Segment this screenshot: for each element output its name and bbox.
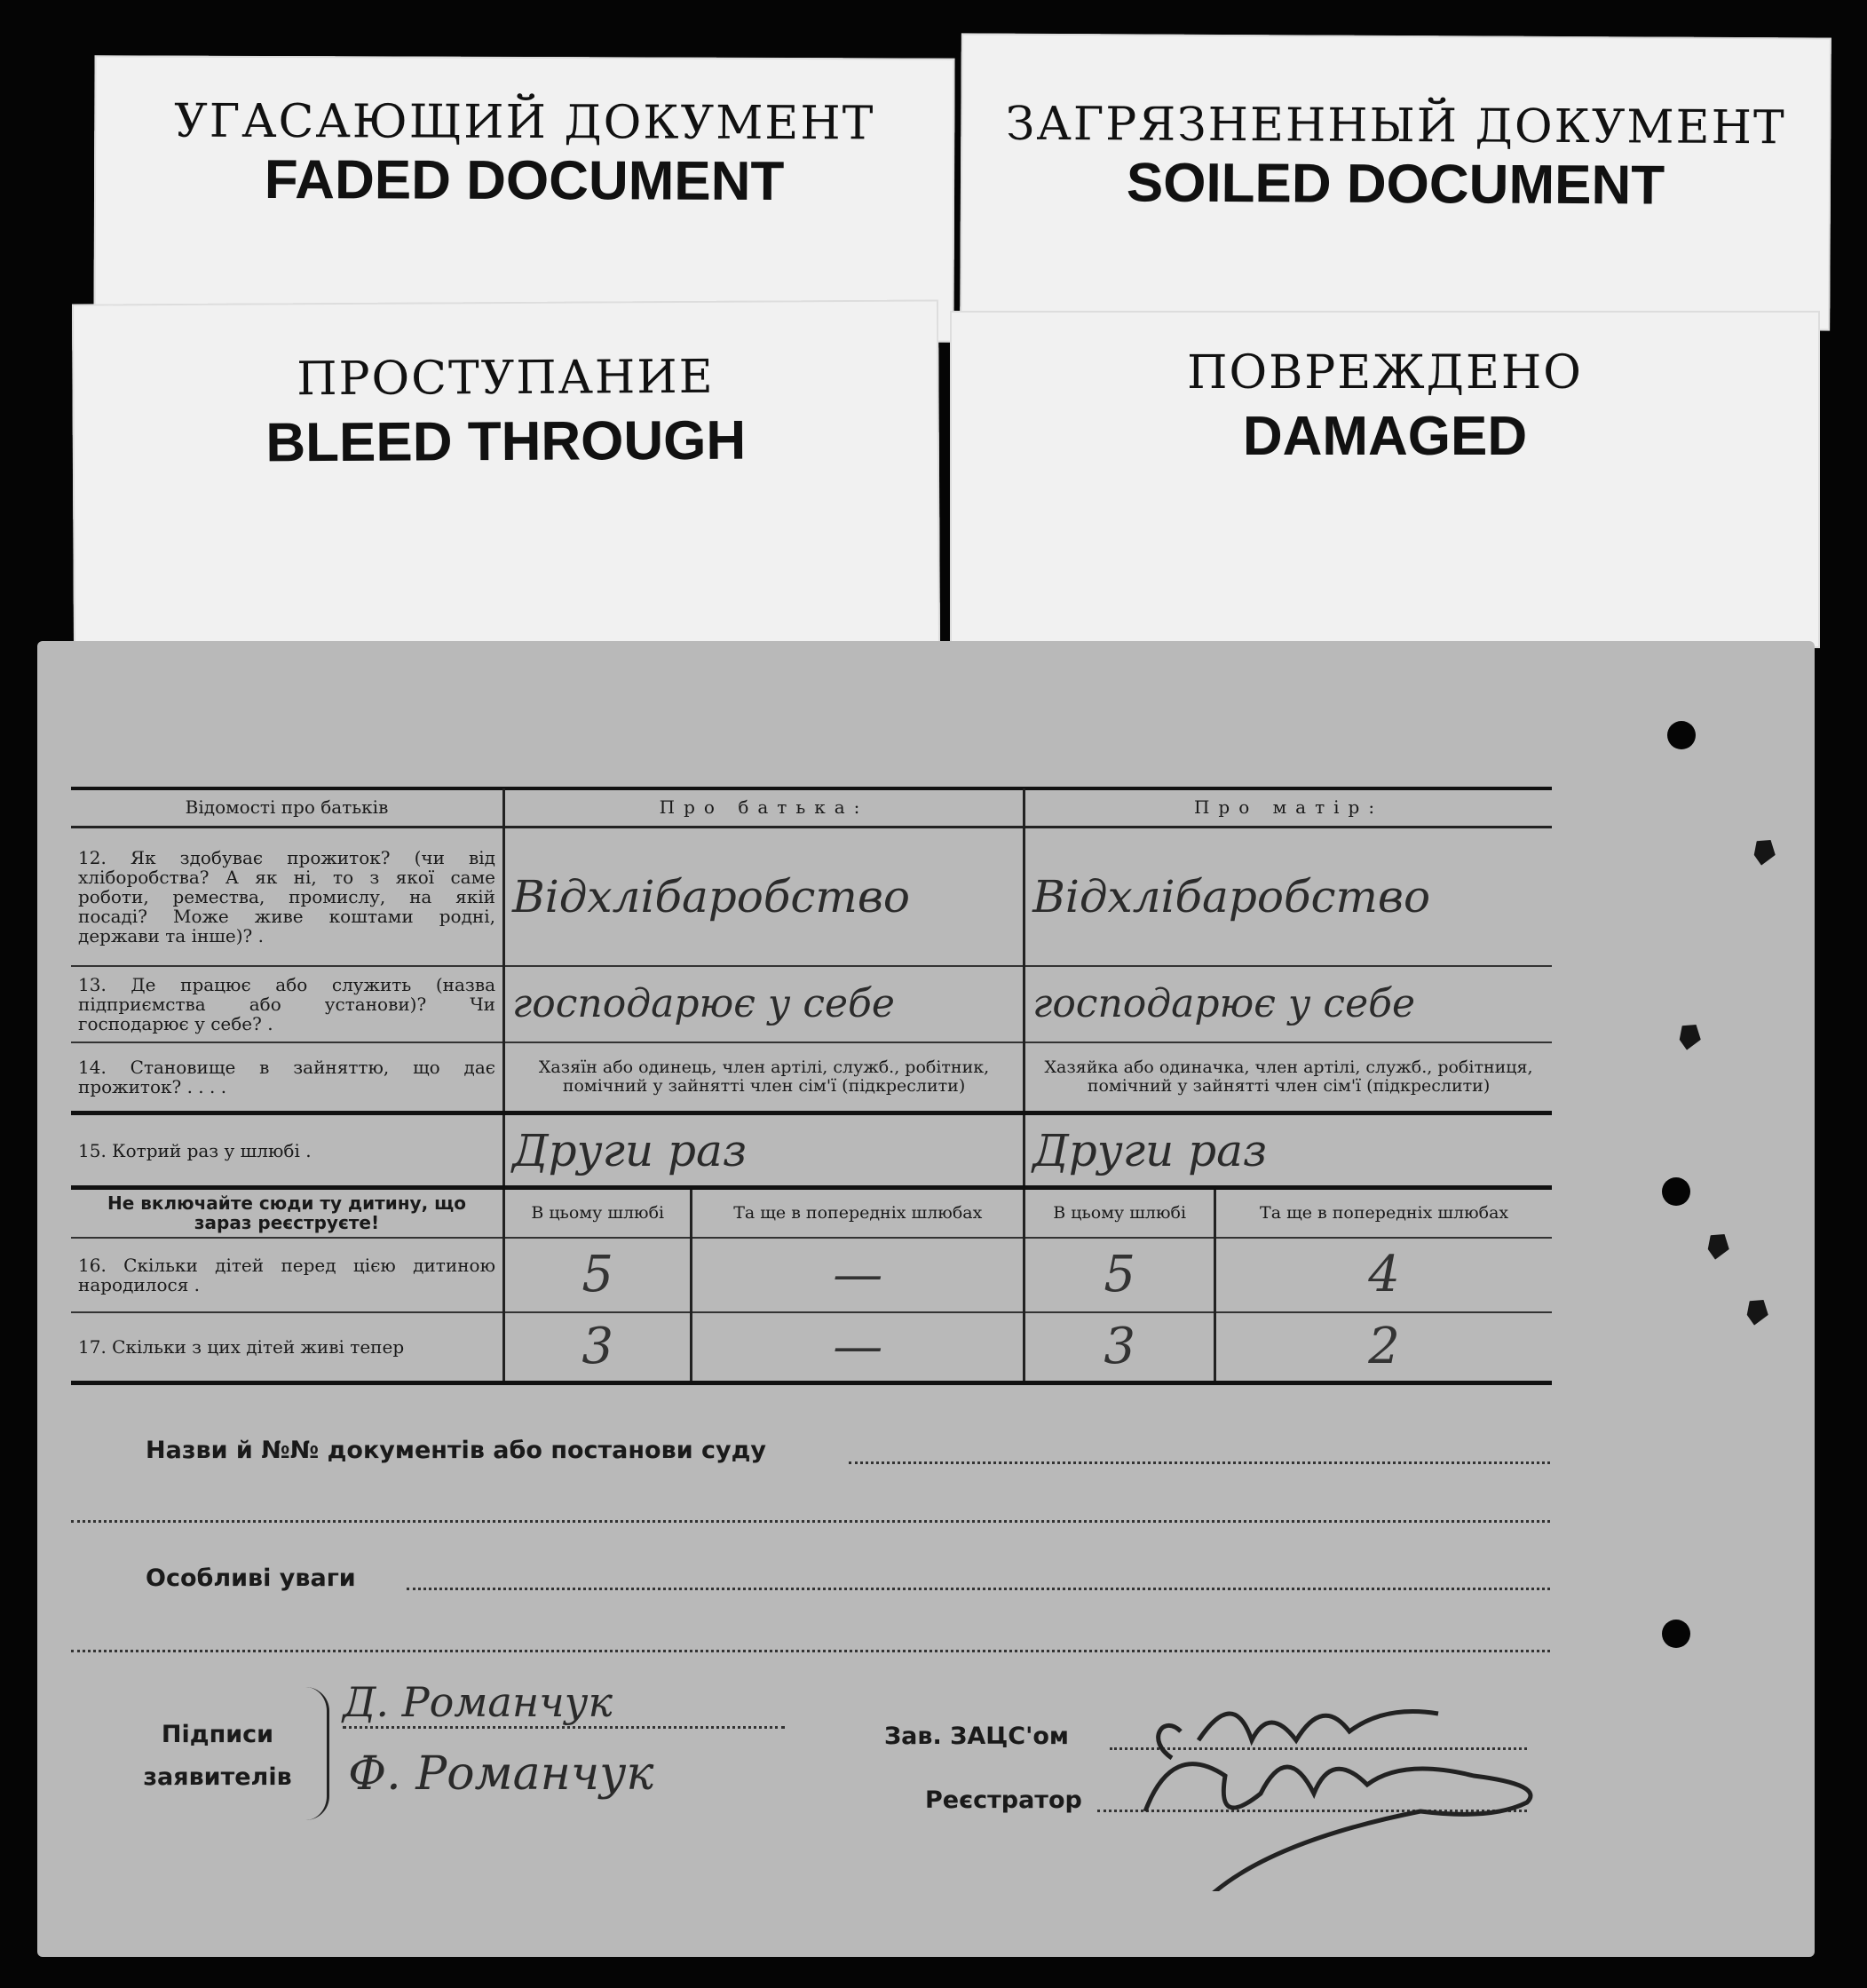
father-prev-marriage-header: Та ще в попередніх шлюбах [692,1188,1024,1238]
table-row [71,1188,1552,1238]
damage-mark [1673,1019,1706,1054]
card-english-label: DAMAGED [1242,406,1528,467]
mother-answer: Відхлібаробство [1024,828,1552,966]
signature-line-1 [343,1726,785,1729]
father-header: Про батька: [504,788,1024,828]
punch-hole [1662,1620,1690,1648]
question-label: 16. Скільки дітей перед цією дитиною народилося . [71,1238,504,1312]
damage-mark [1747,835,1781,869]
question-label: 14. Становище в зайняттю, що дає прожиток? . . . . [71,1042,504,1113]
applicant-signature-1: Д. Романчук [343,1678,613,1726]
mother-header: Про матір: [1024,788,1552,828]
mother-prev-count: 4 [1215,1238,1552,1312]
damage-mark [1701,1229,1735,1263]
mother-prev-living: 2 [1215,1312,1552,1383]
signature-brace [305,1687,329,1820]
question-label: 12. Як здобуває прожиток? (чи від хліборобства? А як ні, то з якої саме роботи, ремества, промислу, на якій посаді? Може живе коштами родні, держави та інше)? . [71,828,504,966]
father-this-count: 5 [504,1238,692,1312]
signatures-label: Підписи заявителів [143,1721,292,1791]
card-english-label: SOILED DOCUMENT [1126,152,1665,217]
mother-this-marriage-header: В цьому шлюбі [1024,1188,1215,1238]
card-russian-label: ПОВРЕЖДЕНО [1187,346,1583,400]
father-answer: господарює у себе [504,966,1024,1042]
head-of-registry-label: Зав. ЗАЦС'ом [884,1723,1069,1750]
punch-hole [1662,1177,1690,1206]
card-russian-label: ПРОСТУПАНИЕ [297,350,715,407]
question-label: 17. Скільки з цих дітей живі тепер [71,1312,504,1383]
documents-line-2 [71,1520,1550,1523]
documents-line [849,1461,1550,1464]
mother-this-living: 3 [1024,1312,1215,1383]
father-prev-count: — [692,1238,1024,1312]
mother-prev-marriage-header: Та ще в попередніх шлюбах [1215,1188,1552,1238]
table-row [71,1113,1552,1188]
father-status-options: Хазяїн або одинець, член артілі, служб., робітник, помічний у зайнятті член сім'ї (підкреслити) [504,1042,1024,1113]
father-answer: Други раз [504,1113,1024,1188]
damage-mark [1740,1295,1774,1329]
father-this-marriage-header: В цьому шлюбі [504,1188,692,1238]
mother-answer: господарює у себе [1024,966,1552,1042]
table-row [71,966,1552,1042]
official-signature-scribble [1083,1696,1651,1891]
remarks-line [407,1588,1550,1590]
table-row [71,828,1552,966]
parents-info-table [71,788,1552,1385]
bleed-through-card [72,299,940,650]
question-label: 13. Де працює або служить (назва підприємства або установи)? Чи господарює у себе? . [71,966,504,1042]
question-label: 15. Котрий раз у шлюбі . [71,1113,504,1188]
card-english-label: FADED DOCUMENT [264,148,785,213]
table-row [71,1238,1552,1312]
table-row [71,1042,1552,1113]
children-note: Не включайте сюди ту дитину, що зараз реєструєте! [71,1188,504,1238]
table-row [71,788,1552,828]
punch-hole [1667,721,1696,749]
registrar-label: Реєстратор [925,1786,1082,1814]
damaged-card [950,311,1820,648]
applicant-signature-2: Ф. Романчук [348,1747,654,1801]
card-english-label: BLEED THROUGH [265,409,747,474]
remarks-line-2 [71,1650,1550,1652]
card-russian-label: УГАСАЮЩИЙ ДОКУМЕНТ [174,94,875,151]
father-prev-living: — [692,1312,1024,1383]
mother-status-options: Хазяйка або одиначка, член артілі, служб., робітниця, помічний у зайнятті член сім'ї (підкреслити) [1024,1042,1552,1113]
father-answer: Відхлібаробство [504,828,1024,966]
table-row [71,1312,1552,1383]
remarks-label: Особливі уваги [146,1564,356,1592]
card-russian-label: ЗАГРЯЗНЕННЫЙ ДОКУМЕНТ [1005,97,1786,155]
mother-this-count: 5 [1024,1238,1215,1312]
mother-answer: Други раз [1024,1113,1552,1188]
documents-label: Назви й №№ документів або постанови суду [146,1437,767,1464]
father-this-living: 3 [504,1312,692,1383]
soiled-document-card [960,33,1831,330]
header-label: Відомості про батьків [71,788,504,828]
